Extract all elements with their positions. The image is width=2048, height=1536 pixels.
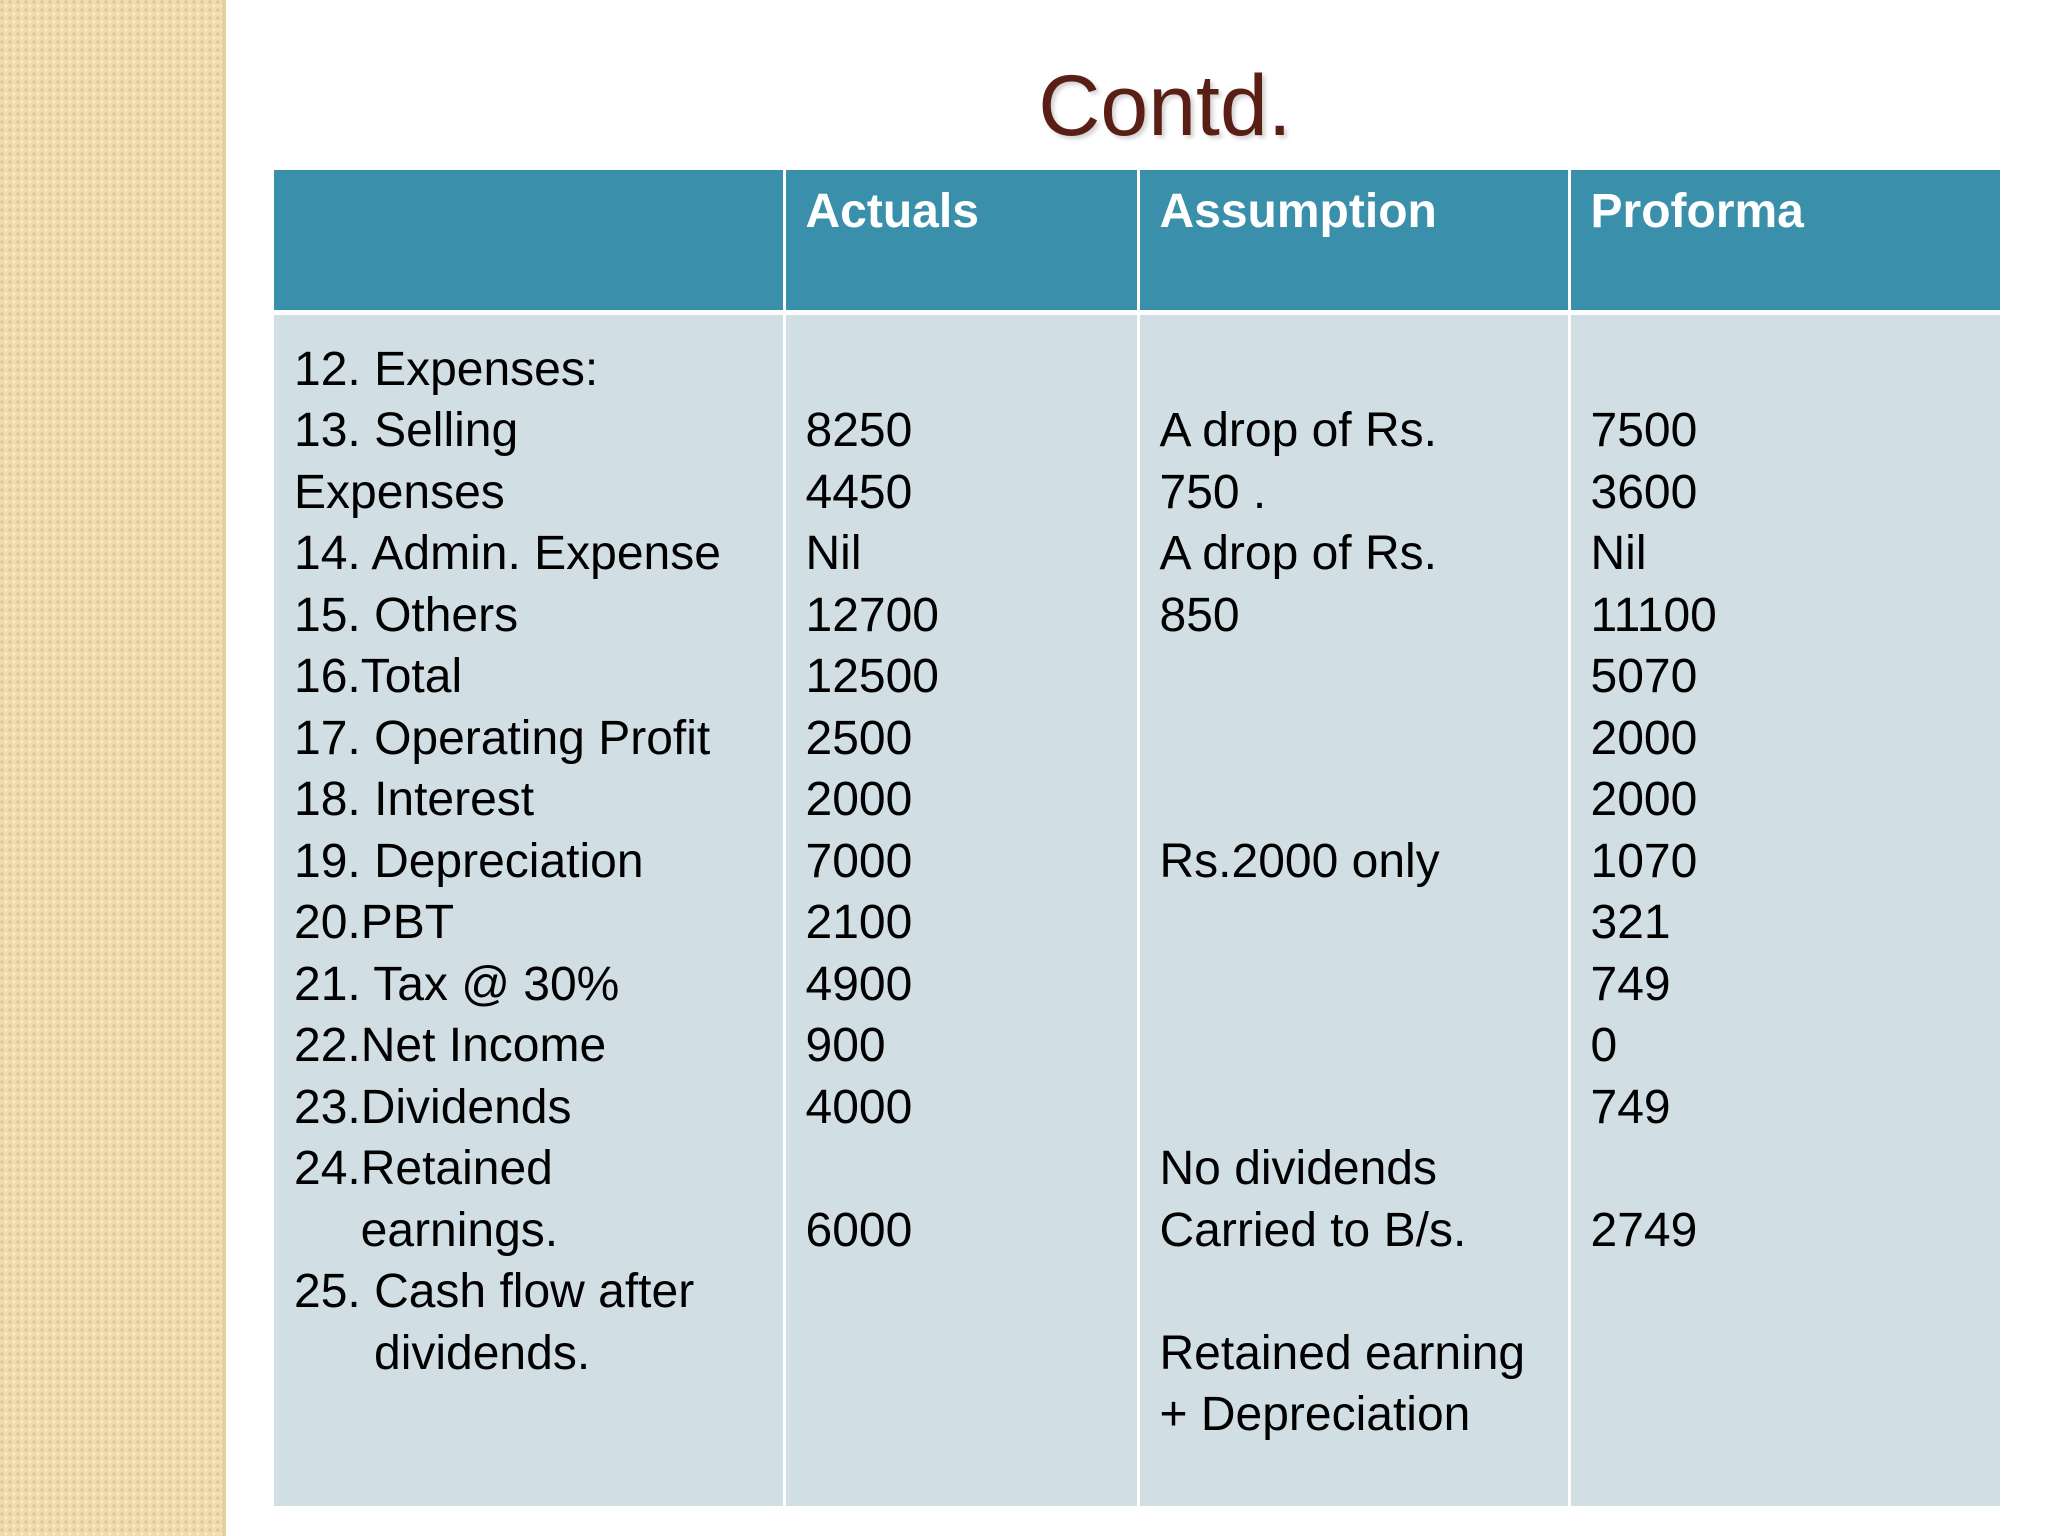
assumption-line: Retained earning xyxy=(1159,1326,1526,1380)
actuals-line: 4450 xyxy=(805,465,913,519)
assumption-line: A drop of Rs. xyxy=(1159,527,1437,580)
items-line: 12. Expenses: xyxy=(294,342,599,396)
actuals-line: 2000 xyxy=(805,773,913,826)
actuals-line: 12700 xyxy=(805,588,939,642)
assumption-line: 750 . xyxy=(1159,465,1267,519)
actuals-line: 7000 xyxy=(805,834,913,888)
actuals-line: 12500 xyxy=(805,650,939,703)
assumption-line xyxy=(1160,892,1548,954)
assumption-line: Rs.2000 only xyxy=(1159,834,1440,888)
proforma-line: 2749 xyxy=(1590,1203,1698,1257)
assumption-line: + Depreciation xyxy=(1159,1388,1471,1441)
actuals-line: 4000 xyxy=(805,1080,913,1134)
proforma-line xyxy=(1591,1138,1981,1200)
proforma-line: 2000 xyxy=(1590,711,1698,765)
assumption-line xyxy=(1160,1261,1548,1323)
table-header-row xyxy=(274,170,2000,312)
items-line: 21. Tax @ 30% xyxy=(294,957,620,1011)
items-line: 13. Selling xyxy=(294,404,519,457)
items-line: 24.Retained xyxy=(294,1142,553,1195)
proforma-line xyxy=(1591,339,1981,401)
items-line: 16.Total xyxy=(294,650,463,703)
actuals-line: 2100 xyxy=(805,896,913,949)
assumption-line xyxy=(1160,708,1548,770)
proforma-line: 321 xyxy=(1590,896,1671,949)
items-column xyxy=(274,312,784,1506)
proforma-column xyxy=(1569,312,2000,1506)
proforma-line: Nil xyxy=(1590,527,1647,580)
actuals-column xyxy=(784,312,1138,1506)
proforma-line: 0 xyxy=(1590,1019,1618,1072)
actuals-line: 6000 xyxy=(805,1203,913,1257)
items-line: 18. Interest xyxy=(294,773,535,826)
header-items xyxy=(274,170,784,312)
actuals-line: 4900 xyxy=(805,957,913,1011)
items-line: 14. Admin. Expense xyxy=(294,527,721,580)
proforma-line: 7500 xyxy=(1590,404,1698,457)
header-assumption: Assumption xyxy=(1138,170,1569,312)
actuals-line xyxy=(806,339,1117,401)
assumption-column xyxy=(1138,312,1569,1506)
items-line: 22.Net Income xyxy=(294,1019,607,1072)
items-line: 17. Operating Profit xyxy=(294,711,711,765)
items-line: 15. Others xyxy=(294,588,519,642)
header-actuals: Actuals xyxy=(784,170,1138,312)
financial-table xyxy=(274,170,2000,1506)
items-line: dividends. xyxy=(294,1326,591,1380)
items-line: 20.PBT xyxy=(294,896,455,949)
assumption-line: No dividends xyxy=(1159,1142,1437,1195)
assumption-line xyxy=(1160,339,1548,401)
proforma-line: 1070 xyxy=(1590,834,1698,888)
items-line: earnings. xyxy=(294,1203,559,1257)
header-proforma: Proforma xyxy=(1569,170,2000,312)
items-line: 25. Cash flow after xyxy=(294,1265,695,1318)
proforma-line: 5070 xyxy=(1590,650,1698,703)
assumption-line xyxy=(1160,769,1548,831)
actuals-line: Nil xyxy=(805,527,862,580)
items-line: Expenses xyxy=(294,465,505,519)
assumption-line xyxy=(1160,646,1548,708)
assumption-line: A drop of Rs. xyxy=(1159,404,1437,457)
assumption-line: Carried to B/s. xyxy=(1159,1203,1467,1257)
proforma-line: 11100 xyxy=(1590,588,1717,642)
proforma-line: 2000 xyxy=(1590,773,1698,826)
assumption-line xyxy=(1160,1015,1548,1077)
proforma-line: 749 xyxy=(1590,1080,1671,1134)
items-line: 19. Depreciation xyxy=(294,834,644,888)
items-line: 23.Dividends xyxy=(294,1080,572,1134)
actuals-line: 900 xyxy=(805,1019,886,1072)
assumption-line: 850 xyxy=(1159,588,1240,642)
proforma-line: 749 xyxy=(1590,957,1671,1011)
actuals-line xyxy=(806,1138,1117,1200)
actuals-line: 2500 xyxy=(805,711,913,765)
assumption-line xyxy=(1160,1077,1548,1139)
slide-title: Contd. xyxy=(1038,58,1292,154)
assumption-line xyxy=(1160,954,1548,1016)
decorative-side-band xyxy=(0,0,226,1536)
proforma-line: 3600 xyxy=(1590,465,1698,519)
actuals-line: 8250 xyxy=(805,404,913,457)
table-body-row xyxy=(274,312,2000,1506)
